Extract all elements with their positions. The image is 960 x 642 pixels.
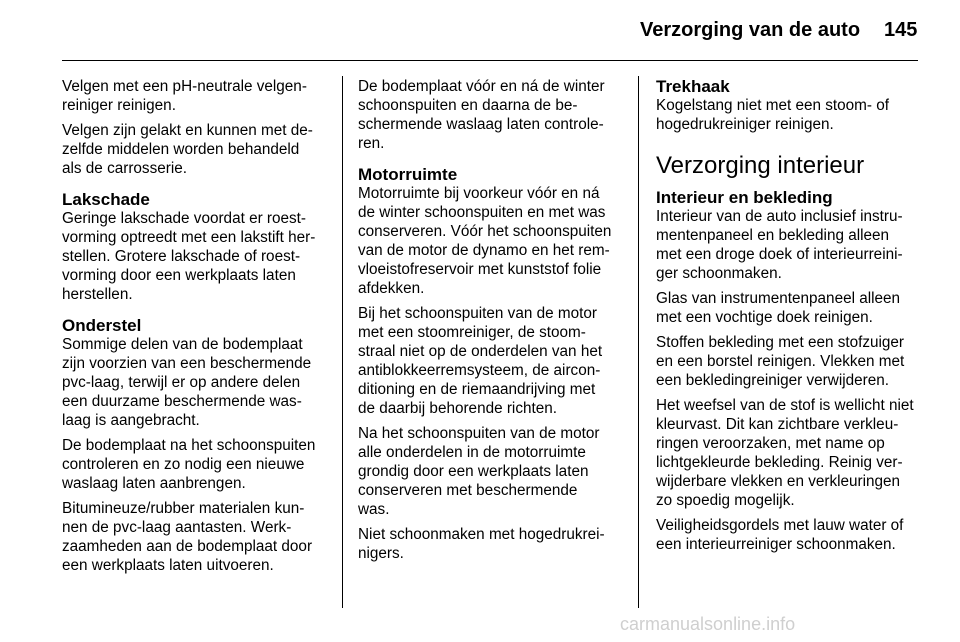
page-header (0, 0, 960, 62)
paragraph: Glas van instrumentenpaneel alleen met een vochtige doek reinigen. (656, 290, 901, 326)
column-right (656, 77, 922, 560)
paragraph: Na het schoonspuiten van de motor alle onderdelen in de motorruimte grondig door een werkplaats laten conserveren met beschermende was. (358, 425, 600, 518)
paragraph: Bitumineuze/rubber materialen kun- nen de pvc-laag aantasten. Werk- zaamheden aan de bodemplaat door een werkplaats laten uitvoeren. (62, 500, 313, 574)
paragraph: De bodemplaat na het schoonspuiten controleren en zo nodig een nieuwe waslaag laten aanbrengen. (62, 437, 316, 492)
column-left (62, 77, 328, 581)
section-heading-motorruimte: Motorruimte (358, 165, 458, 184)
paragraph: Motorruimte bij voorkeur vóór en ná de winter schoonspuiten en met was conserveren. Vóór het schoonspuiten van de motor de dynamo en het rem- vloeistofreservoir met kunststof folie afdekken. (358, 185, 612, 297)
column-middle (358, 77, 622, 569)
page-number: 145 (884, 19, 918, 41)
section-heading-bekleding: Interieur en bekleding (656, 188, 833, 207)
paragraph: Kogelstang niet met een stoom- of hogedrukreiniger reinigen. (656, 97, 889, 133)
header-rule (62, 60, 918, 61)
paragraph: Het weefsel van de stof is wellicht niet kleurvast. Dit kan zichtbare verkleu- ringen veroorzaken, met name op lichtgekleurde bekleding. Reinig ver- wijderbare vlekken en verkleuringen zo spoedig mogelijk. (656, 397, 914, 509)
paragraph: De bodemplaat vóór en ná de winter schoonspuiten en daarna de be- schermende waslaag laten controle- ren. (358, 78, 605, 152)
chapter-heading-interieur: Verzorging interieur (656, 152, 865, 179)
paragraph: Velgen zijn gelakt en kunnen met de- zelfde middelen worden behandeld als de carrosserie. (62, 122, 313, 177)
page-title: Verzorging van de auto (640, 19, 861, 41)
column-divider (342, 76, 343, 608)
paragraph: Bij het schoonspuiten van de motor met een stoomreiniger, de stoom- straal niet op de onderdelen van het antiblokkeerremsysteem, de aircon- ditioning en de riemaandrijving met de daarbij behorende richten. (358, 305, 603, 417)
paragraph: Sommige delen van de bodemplaat zijn voorzien van een beschermende pvc-laag, terwijl er op andere delen een duurzame beschermende was- laag is aangebracht. (62, 336, 312, 429)
paragraph: Interieur van de auto inclusief instru- mentenpaneel en bekleding alleen met een droge doek of interieurreini- ger schoonmaken. (656, 208, 903, 282)
paragraph: Niet schoonmaken met hogedrukrei- nigers. (358, 526, 605, 562)
section-heading-trekhaak: Trekhaak (656, 77, 730, 96)
paragraph: Geringe lakschade voordat er roest- vorming optreedt met een lakstift her- stellen. Grotere lakschade of roest- vorming door een werkplaats laten herstellen. (62, 210, 316, 303)
column-divider (638, 76, 639, 608)
paragraph: Veiligheidsgordels met lauw water of een interieurreiniger schoonmaken. (656, 517, 904, 553)
section-heading-onderstel: Onderstel (62, 316, 142, 335)
watermark: carmanualsonline.info (620, 614, 796, 634)
section-heading-lakschade: Lakschade (62, 190, 150, 209)
paragraph: Stoffen bekleding met een stofzuiger en een borstel reinigen. Vlekken met een bekledingreiniger verwijderen. (656, 334, 905, 389)
paragraph: Velgen met een pH-neutrale velgen- reiniger reinigen. (62, 78, 307, 114)
